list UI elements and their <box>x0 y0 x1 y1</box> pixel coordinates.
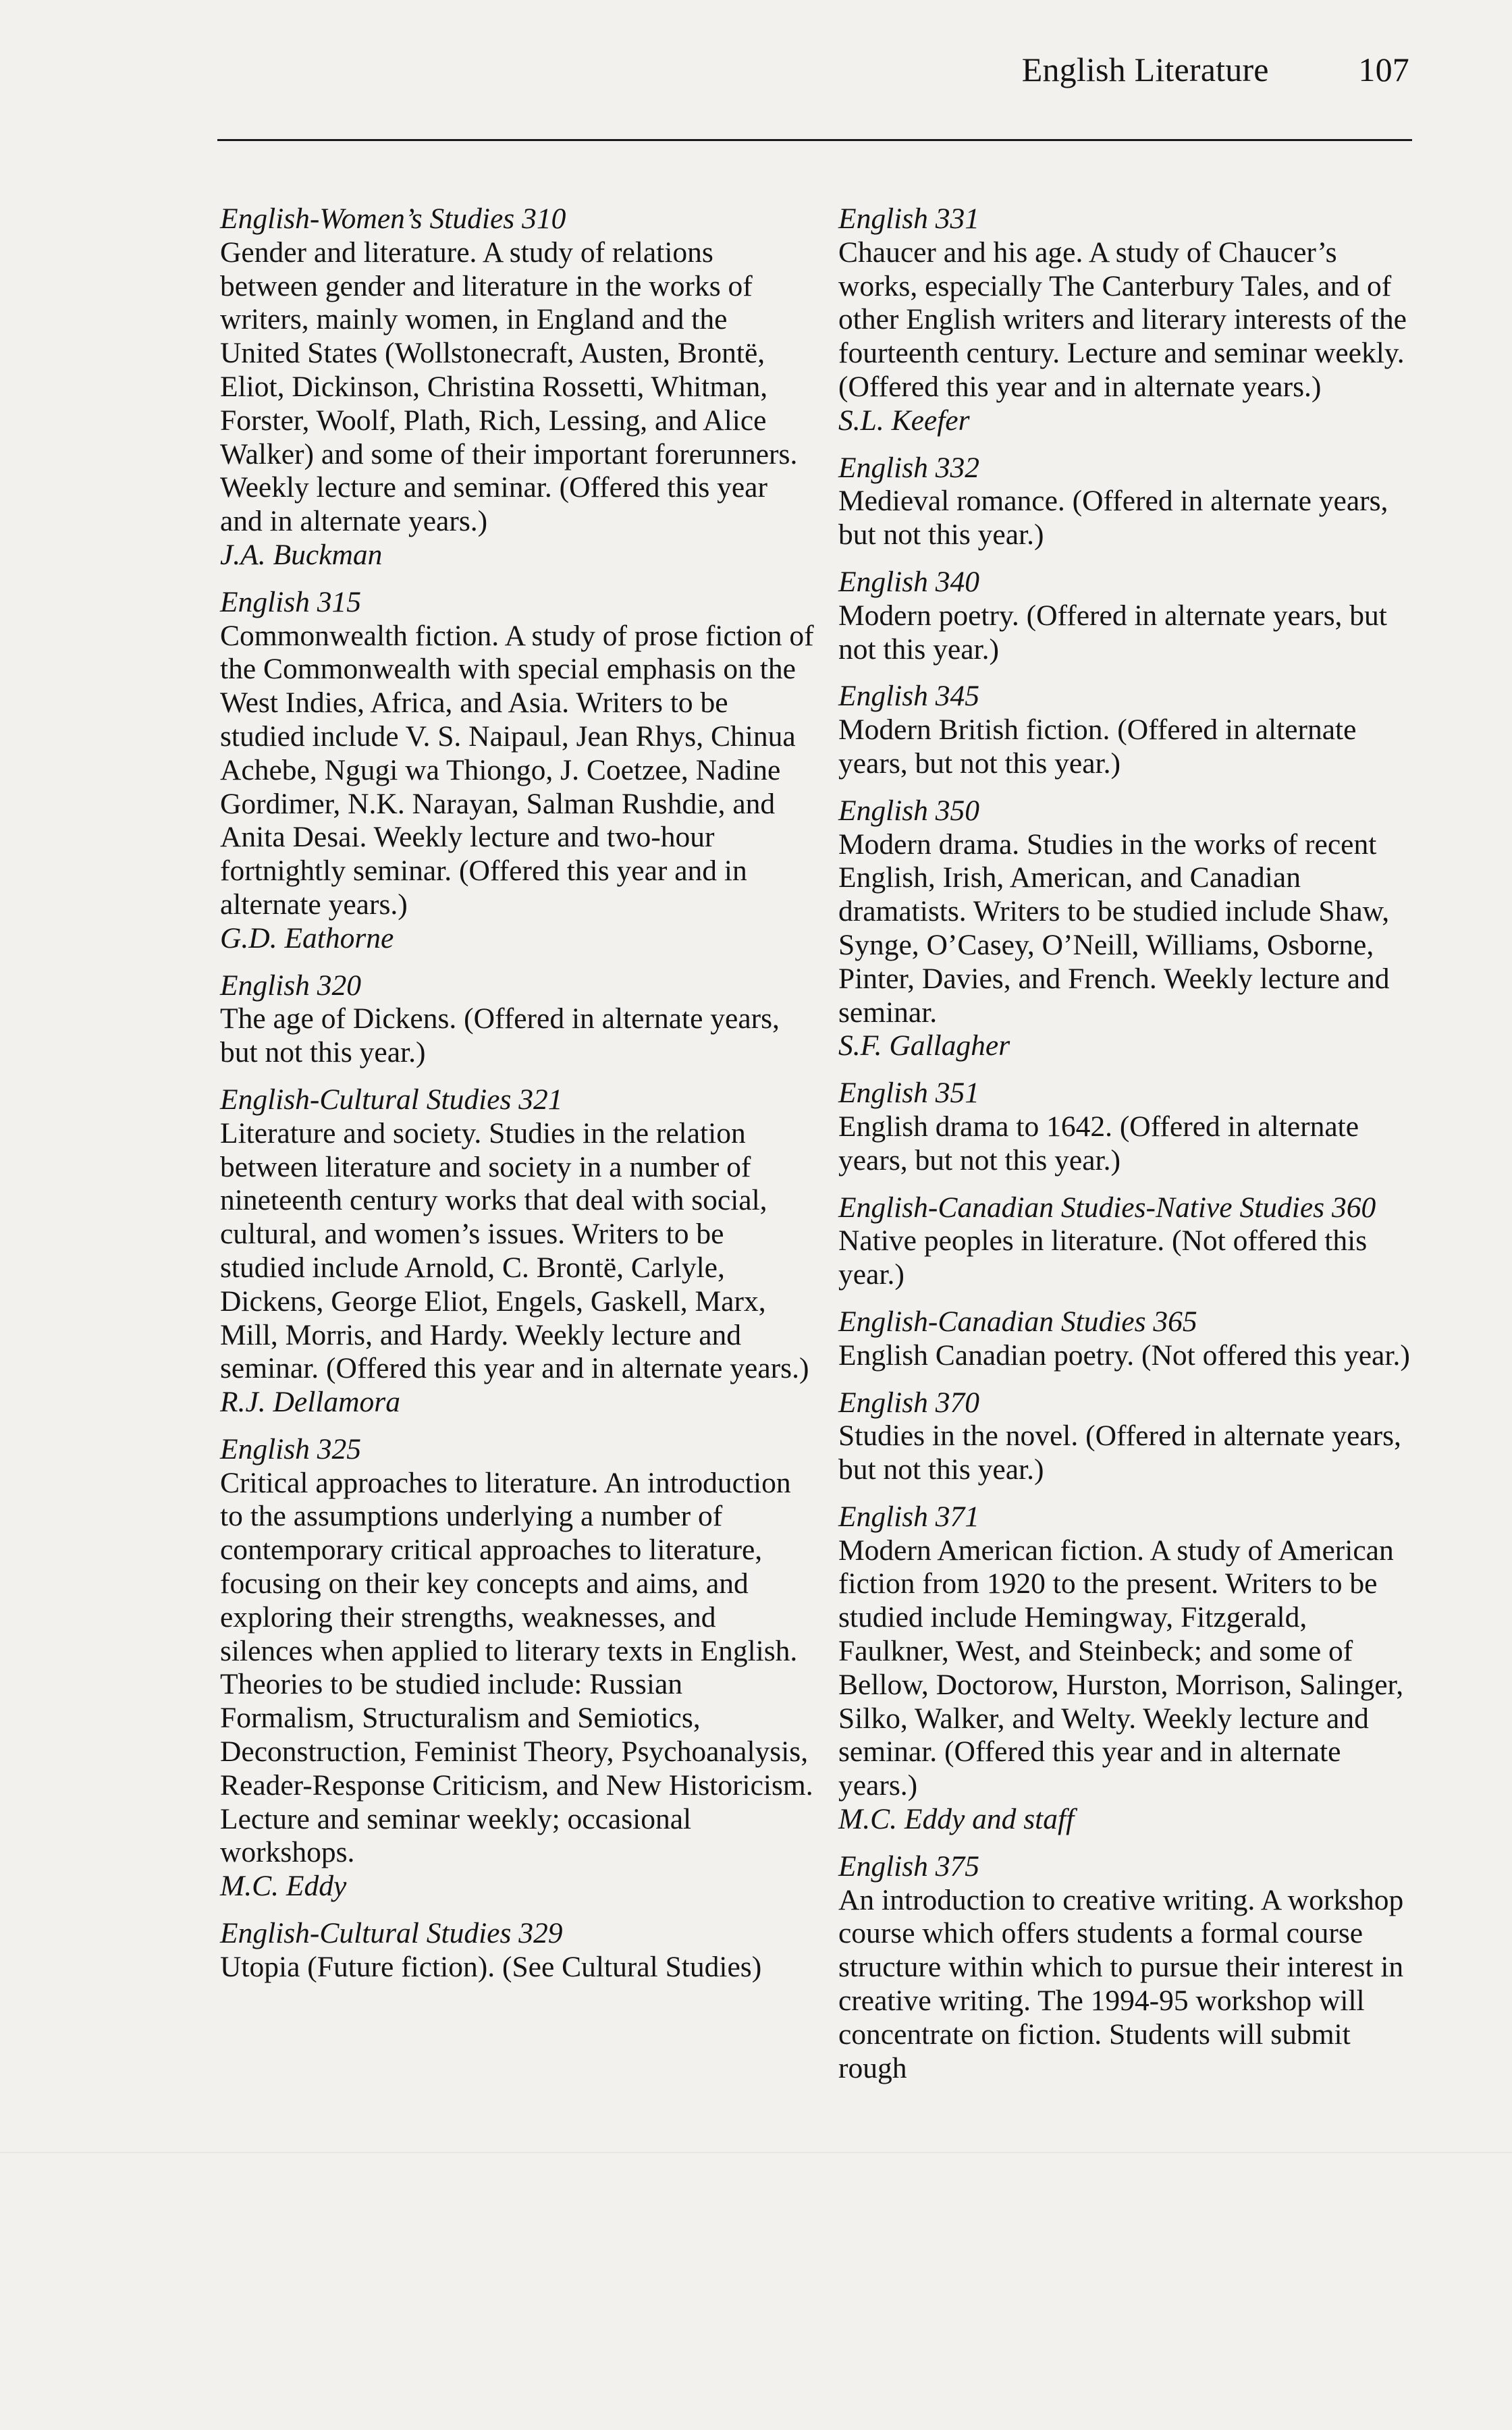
course-description: Medieval romance. (Offered in alternate years, but not this year.) <box>838 485 1388 551</box>
course-entry <box>838 566 1419 666</box>
course-entry <box>220 586 814 956</box>
course-description: An introduction to creative writing. A workshop course which offers students a formal course structure within which to pursue their interest in creative writing. The 1994-95 workshop will concentrate on fiction. Students will submit rough <box>838 1883 1404 2084</box>
course-instructor: G.D. Eathorne <box>220 921 394 954</box>
course-title: English 370 <box>838 1386 980 1419</box>
course-instructor: S.L. Keefer <box>838 404 970 437</box>
course-description: Gender and literature. A study of relations between gender and literature in the works of writers, mainly women, in England and the United States (Wollstonecraft, Austen, Brontë, Eliot, Dickinson, Christina Rossetti, Whitman, Forster, Woolf, Plath, Rich, Lessing, and Alice Walker) and some of their important forerunners. Weekly lecture and seminar. (Offered this year and in alternate years.) <box>220 236 798 538</box>
course-description: Native peoples in literature. (Not offered this year.) <box>838 1224 1368 1291</box>
course-description: Modern British fiction. (Offered in alternate years, but not this year.) <box>838 713 1357 780</box>
course-entry <box>220 1433 814 1904</box>
course-description: Studies in the novel. (Offered in alternate years, but not this year.) <box>838 1420 1401 1486</box>
course-description: Literature and society. Studies in the relation between literature and society in a number of nineteenth century works that deal with social, cultural, and women’s issues. Writers to be studied include Arnold, C. Brontë, Carlyle, Dickens, George Eliot, Engels, Gaskell, Marx, Mill, Morris, and Hardy. Weekly lecture and seminar. (Offered this year and in alternate years.) <box>220 1116 809 1385</box>
running-head <box>1022 53 1409 86</box>
course-entry <box>838 1501 1419 1837</box>
course-entry <box>838 680 1419 780</box>
course-title: English 320 <box>220 969 362 1002</box>
course-description: Modern poetry. (Offered in alternate years, but not this year.) <box>838 599 1387 666</box>
course-title: English-Cultural Studies 321 <box>220 1083 563 1116</box>
course-entry <box>838 1305 1419 1373</box>
course-title: English-Women’s Studies 310 <box>220 202 566 235</box>
course-description: Utopia (Future fiction). (See Cultural Studies) <box>220 1950 762 1983</box>
right-column <box>838 202 1419 2099</box>
course-entry <box>838 202 1419 438</box>
course-description: English Canadian poetry. (Not offered this year.) <box>838 1339 1410 1372</box>
course-description: English drama to 1642. (Offered in alternate years, but not this year.) <box>838 1110 1359 1177</box>
course-entry <box>838 1850 1419 2086</box>
course-title: English 375 <box>838 1850 980 1883</box>
page-number: 107 <box>1358 51 1409 88</box>
course-instructor: S.F. Gallagher <box>838 1029 1010 1062</box>
course-title: English 331 <box>838 202 980 235</box>
course-description: Critical approaches to literature. An introduction to the assumptions underlying a number of contemporary critical approaches to literature, focusing on their key concepts and aims, and exploring their strengths, weaknesses, and silences when applied to literary texts in English. Theories to be studied include: Russian Formalism, Structuralism and Semiotics, Deconstruction, Feminist Theory, Psychoanalysis, Reader-Response Criticism, and New Historicism. Lecture and seminar weekly; occasional workshops. <box>220 1466 813 1869</box>
left-column <box>220 202 814 1998</box>
course-description: The age of Dickens. (Offered in alternate years, but not this year.) <box>220 1002 780 1069</box>
course-instructor: M.C. Eddy <box>220 1870 347 1903</box>
course-instructor: M.C. Eddy and staff <box>838 1803 1075 1836</box>
course-entry <box>838 1191 1419 1292</box>
section-title: English Literature <box>1021 51 1269 88</box>
header-rule <box>217 139 1412 141</box>
course-entry <box>220 1083 814 1420</box>
course-entry <box>220 1917 814 1985</box>
course-entry <box>220 202 814 572</box>
course-entry <box>838 1386 1419 1487</box>
course-description: Chaucer and his age. A study of Chaucer’s works, especially The Canterbury Tales, and of other English writers and literary interests of the fourteenth century. Lecture and seminar weekly. (Offered this year and in alternate years.) <box>838 236 1407 403</box>
course-title: English 325 <box>220 1432 362 1465</box>
course-instructor: R.J. Dellamora <box>220 1386 400 1419</box>
course-title: English 332 <box>838 451 980 484</box>
course-title: English 371 <box>838 1500 980 1533</box>
course-title: English 345 <box>838 680 980 713</box>
course-description: Commonwealth fiction. A study of prose fiction of the Commonwealth with special emphasis on the West Indies, Africa, and Asia. Writers to be studied include V. S. Naipaul, Jean Rhys, Chinua Achebe, Ngugi wa Thiongo, J. Coetzee, Nadine Gordimer, N.K. Narayan, Salman Rushdie, and Anita Desai. Weekly lecture and two-hour fortnightly seminar. (Offered this year and in alternate years.) <box>220 619 814 921</box>
course-title: English 351 <box>838 1077 980 1110</box>
course-title: English 340 <box>838 565 980 598</box>
course-title: English-Canadian Studies 365 <box>838 1305 1197 1338</box>
course-entry <box>838 452 1419 552</box>
course-entry <box>220 969 814 1070</box>
scan-fold-line <box>0 2152 1512 2153</box>
course-title: English 350 <box>838 794 980 827</box>
course-entry <box>838 794 1419 1063</box>
course-entry <box>838 1077 1419 1177</box>
course-description: Modern drama. Studies in the works of recent English, Irish, American, and Canadian dramatists. Writers to be studied include Shaw, Synge, O’Casey, O’Neill, Williams, Osborne, Pinter, Davies, and French. Weekly lecture and seminar. <box>838 828 1390 1029</box>
course-title: English 315 <box>220 585 362 618</box>
course-title: English-Cultural Studies 329 <box>220 1917 563 1950</box>
course-title: English-Canadian Studies-Native Studies 360 <box>838 1191 1376 1224</box>
course-description: Modern American fiction. A study of American fiction from 1920 to the present. Writers to be studied include Hemingway, Fitzgerald, Faulkner, West, and Steinbeck; and some of Bellow, Doctorow, Hurston, Morrison, Salinger, Silko, Walker, and Welty. Weekly lecture and seminar. (Offered this year and in alternate years.) <box>838 1534 1404 1802</box>
course-instructor: J.A. Buckman <box>220 538 383 571</box>
